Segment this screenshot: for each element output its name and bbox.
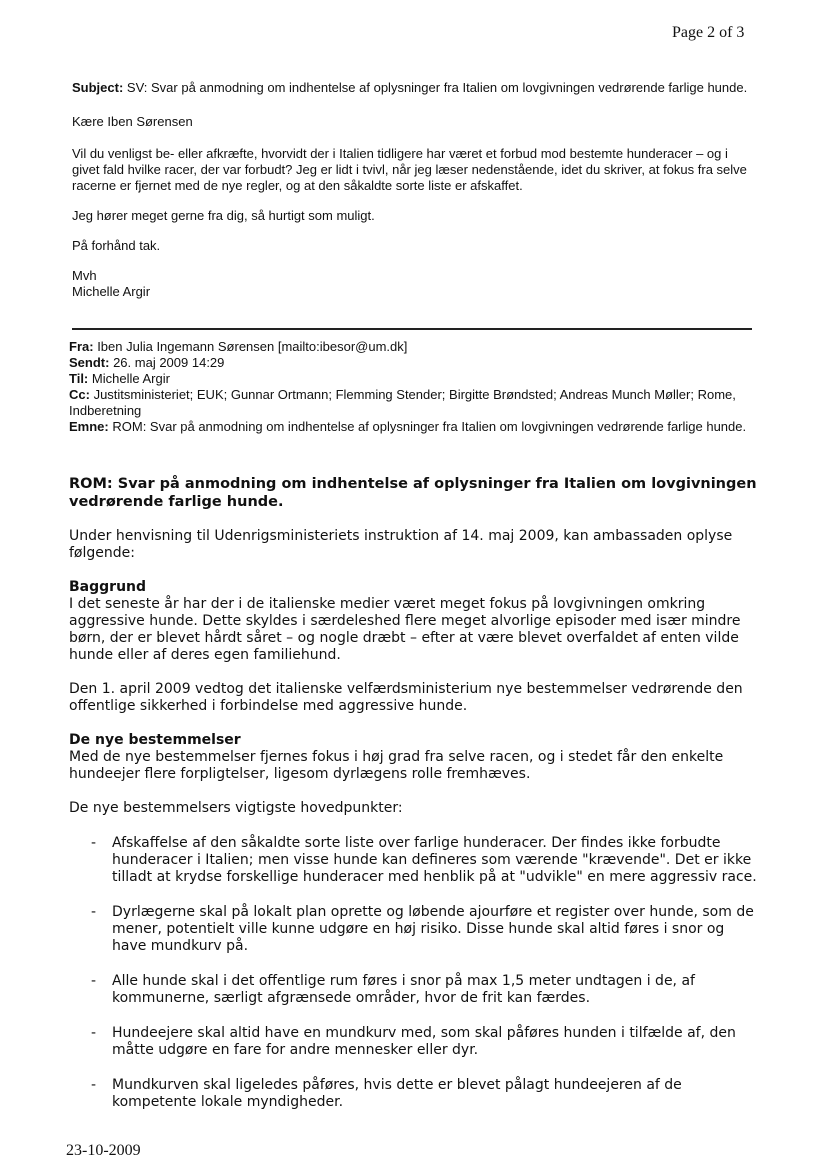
closing: Mvh <box>72 268 97 283</box>
to-value: Michelle Argir <box>91 371 170 386</box>
cc-label: Cc: <box>69 387 90 402</box>
bullet-marker: - <box>91 973 97 989</box>
list-item-text: Mundkurven skal ligeledes påføres, hvis dette er blevet pålagt hundeejeren af de kompetente lokale myndigheder. <box>112 1077 682 1110</box>
memo-body <box>69 475 759 1129</box>
forwarded-header <box>69 339 755 435</box>
to-label: Til: <box>69 371 89 386</box>
page-number: Page 2 of 3 <box>672 24 745 41</box>
bullet-marker: - <box>91 904 97 920</box>
points-intro: De nye bestemmelsers vigtigste hovedpunkter: <box>69 800 403 816</box>
list-item-text: Dyrlægerne skal på lokalt plan oprette og løbende ajourføre et register over hunde, som de mener, potentielt ville kunne udgøre en høj risiko. Disse hunde skal altid føres i snor og have mundkurv på. <box>112 904 754 954</box>
list-item <box>69 1077 759 1111</box>
background-heading: Baggrund <box>69 579 147 595</box>
separator-line <box>72 328 752 330</box>
email-message <box>72 80 758 300</box>
footer-date: 23-10-2009 <box>66 1142 141 1159</box>
forwarded-subject-line <box>69 419 755 435</box>
memo-title: ROM: Svar på anmodning om indhentelse af oplysninger fra Italien om lovgivningen vedrørende farlige hunde. <box>69 476 757 510</box>
list-item <box>69 973 759 1007</box>
list-item-text: Alle hunde skal i det offentlige rum føres i snor på max 1,5 meter undtagen i de, af kommunerne, særligt afgrænsede områder, hvor de frit kan færdes. <box>112 973 695 1006</box>
bullet-marker: - <box>91 1025 97 1041</box>
list-item <box>69 1025 759 1059</box>
email-subject-line <box>72 80 758 96</box>
new-rules-text: Med de nye bestemmelser fjernes fokus i høj grad fra selve racen, og i stedet får den enkelte hundeejer flere forpligtelser, ligesom dyrlægens rolle fremhæves. <box>69 749 724 782</box>
list-item <box>69 904 759 955</box>
points-list <box>69 835 759 1111</box>
bullet-marker: - <box>91 835 97 851</box>
sent-line <box>69 355 755 371</box>
email-body-paragraph: Vil du venligst be- eller afkræfte, hvorvidt der i Italien tidligere har været et forbud mod bestemte hunderacer – og i givet fald hvilke racer, der var forbudt? Jeg er lidt i tvivl, når jeg læser nedenstående, idet du skriver, at fokus fra selve racerne er fjernet med de nye regler, og at den såkaldte sorte liste er afskaffet. <box>72 146 747 193</box>
email-body-paragraph: Jeg hører meget gerne fra dig, så hurtigt som muligt. <box>72 208 375 223</box>
from-value: Iben Julia Ingemann Sørensen [mailto:ibesor@um.dk] <box>97 339 408 354</box>
list-item-text: Hundeejere skal altid have en mundkurv med, som skal påføres hunden i tilfælde af, den måtte udgøre en fare for andre mennesker eller dyr. <box>112 1025 736 1058</box>
list-item-text: Afskaffelse af den såkaldte sorte liste over farlige hunderacer. Der findes ikke forbudte hunderacer i Italien; men visse hunde kan defineres som værende "krævende". Det er ikke tilladt at krydse forskellige hunderacer med henblik på at "udvikle" en mere aggressiv race. <box>112 835 757 885</box>
ministry-text: Den 1. april 2009 vedtog det italienske velfærdsministerium nye bestemmelser vedrørende den offentlige sikkerhed i forbindelse med aggressive hunde. <box>69 681 743 714</box>
background-text: I det seneste år har der i de italienske medier været meget fokus på lovgivningen omkring aggressive hunde. Dette skyldes i særdeleshed flere meget alvorlige episoder med især mindre børn, der er blevet hårdt såret – og nogle dræbt – efter at være blevet overfaldet af enten vilde hunde eller af deres egen familiehund. <box>69 596 741 663</box>
forwarded-subject-value: ROM: Svar på anmodning om indhentelse af oplysninger fra Italien om lovgivningen vedrørende farlige hunde. <box>112 419 747 434</box>
cc-line <box>69 387 755 419</box>
bullet-marker: - <box>91 1077 97 1093</box>
subject-text: SV: Svar på anmodning om indhentelse af oplysninger fra Italien om lovgivningen vedrørende farlige hunde. <box>126 80 748 95</box>
sent-value: 26. maj 2009 14:29 <box>113 355 225 370</box>
sent-label: Sendt: <box>69 355 110 370</box>
memo-intro: Under henvisning til Udenrigsministeriets instruktion af 14. maj 2009, kan ambassaden oplyse følgende: <box>69 528 733 561</box>
list-item <box>69 835 759 886</box>
from-line <box>69 339 755 355</box>
new-rules-heading: De nye bestemmelser <box>69 732 241 748</box>
thanks: På forhånd tak. <box>72 238 161 253</box>
cc-value: Justitsministeriet; EUK; Gunnar Ortmann; Flemming Stender; Birgitte Brøndsted; Andreas Munch Møller; Rome, Indberetning <box>69 387 736 418</box>
forwarded-subject-label: Emne: <box>69 419 109 434</box>
greeting: Kære Iben Sørensen <box>72 114 193 129</box>
from-label: Fra: <box>69 339 94 354</box>
to-line <box>69 371 755 387</box>
subject-label: Subject: <box>72 80 124 95</box>
signature: Michelle Argir <box>72 284 151 299</box>
